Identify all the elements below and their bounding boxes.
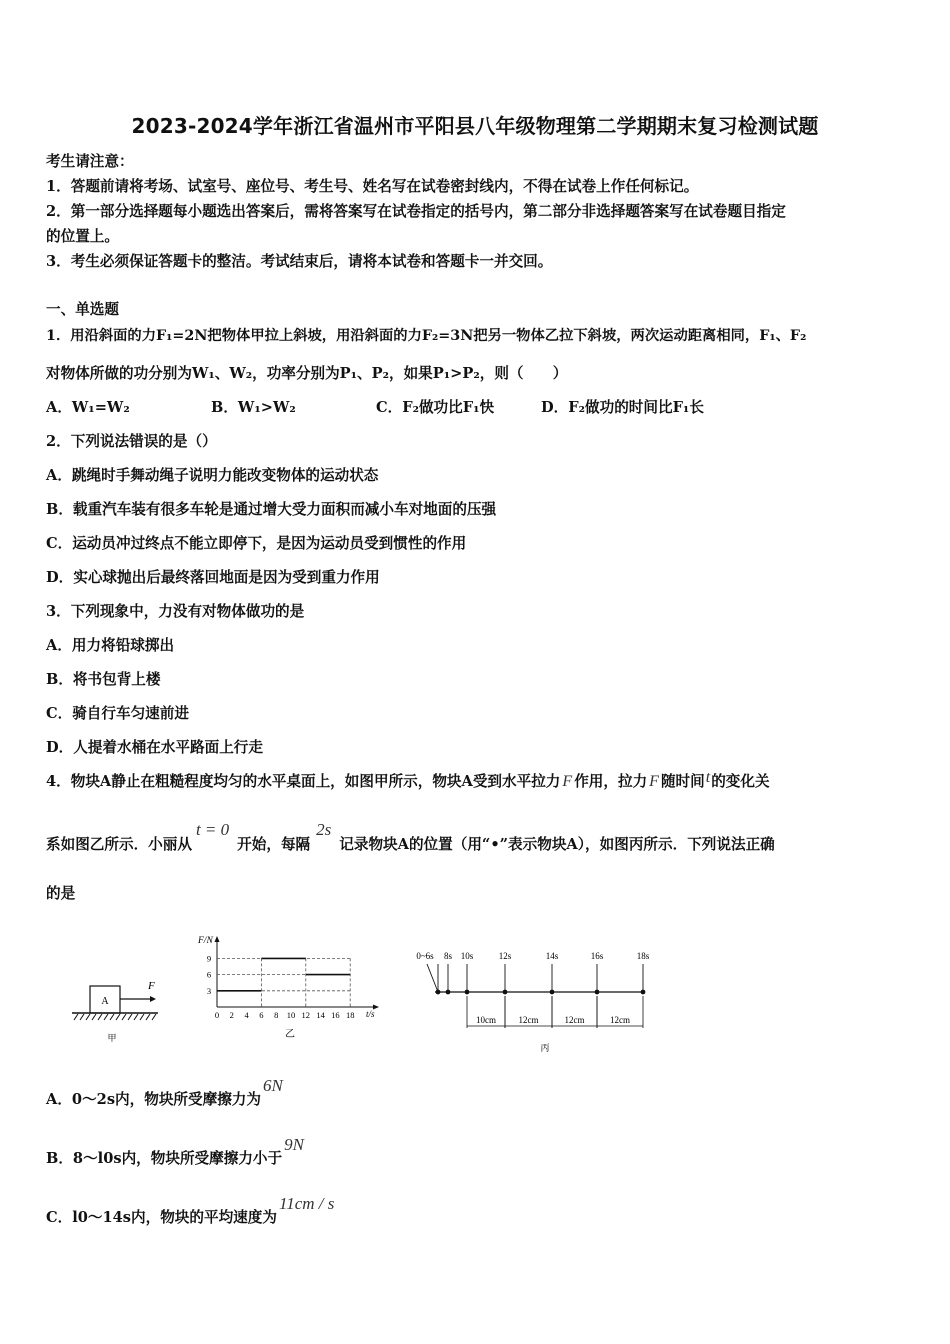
q4-symbol-f2: F bbox=[649, 773, 659, 790]
q4-stem-text-4: 的变化关 bbox=[711, 773, 770, 790]
figure-yi-caption: 乙 bbox=[285, 1029, 295, 1040]
y-axis-label: F/N bbox=[198, 936, 213, 946]
section-heading: 一、单选题 bbox=[46, 301, 119, 318]
q2-option-b[interactable]: B．载重汽车装有很多车轮是通过增大受力面积而减小车对地面的压强 bbox=[46, 501, 497, 518]
figure-bing bbox=[405, 940, 665, 1060]
q4-option-c-math: 11cm / s bbox=[278, 1194, 335, 1213]
q4-symbol-t: t bbox=[705, 769, 711, 786]
q2-stem: 2．下列说法错误的是（） bbox=[46, 433, 217, 450]
y-tick-labels bbox=[207, 953, 211, 995]
q1-option-d[interactable]: D．F₂做功的时间比F₁长 bbox=[541, 399, 704, 416]
time-label-7: 18s bbox=[636, 951, 650, 961]
x-axis-label: t/s bbox=[366, 1009, 375, 1019]
x-tick-10: 10 bbox=[286, 1010, 296, 1020]
time-label-1: 0~6s bbox=[416, 951, 434, 961]
distance-label-3: 12cm bbox=[564, 1015, 585, 1025]
q4-stem-text-6: 开始，每隔 bbox=[237, 836, 311, 853]
x-tick-16: 16 bbox=[331, 1010, 340, 1020]
chart-guides bbox=[217, 958, 350, 1007]
figure-bing-caption: 丙 bbox=[540, 1043, 550, 1053]
notice-item-1: 1．答题前请将考场、试室号、座位号、考生号、姓名写在试卷密封线内，不得在试卷上作任何标记。 bbox=[46, 178, 699, 195]
block-a-label: A bbox=[101, 996, 109, 1007]
q4-stem-text-2: 作用，拉力 bbox=[574, 773, 648, 790]
distance-label-1: 10cm bbox=[476, 1015, 496, 1025]
position-dot-5 bbox=[550, 990, 555, 995]
q4-math-t0: t = 0 bbox=[195, 820, 230, 839]
time-label-2: 8s bbox=[443, 951, 453, 961]
q4-option-a-text: A．0～2s内，物块所受摩擦力为 bbox=[46, 1091, 261, 1108]
x-tick-4: 4 bbox=[244, 1010, 249, 1020]
q1-option-a[interactable]: A．W₁=W₂ bbox=[46, 399, 130, 416]
x-tick-6: 6 bbox=[259, 1010, 264, 1020]
q4-option-a-math: 6N bbox=[262, 1076, 283, 1095]
q1-option-b[interactable]: B．W₁>W₂ bbox=[211, 399, 296, 416]
y-tick-9: 9 bbox=[206, 953, 212, 964]
q2-option-d[interactable]: D．实心球抛出后最终落回地面是因为受到重力作用 bbox=[46, 569, 380, 586]
position-record bbox=[416, 951, 649, 1028]
q4-math-2s: 2s bbox=[316, 820, 332, 839]
figure-jia-caption: 甲 bbox=[107, 1033, 117, 1043]
q4-stem-text-3: 随时间 bbox=[660, 773, 705, 790]
q4-stem-line2 bbox=[46, 820, 775, 855]
q4-option-b-text: B．8～l0s内，物块所受摩擦力小于 bbox=[46, 1150, 283, 1167]
q4-stem-text-5: 系如图乙所示．小丽从 bbox=[46, 836, 192, 853]
q3-option-b[interactable]: B．将书包背上楼 bbox=[46, 671, 161, 688]
notice-heading: 考生请注意： bbox=[46, 153, 134, 170]
q4-symbol-f1: F bbox=[562, 773, 573, 790]
force-arrow-head bbox=[150, 996, 156, 1002]
q2-option-a[interactable]: A．跳绳时手舞动绳子说明力能改变物体的运动状态 bbox=[46, 467, 379, 484]
distance-label-4: 12cm bbox=[610, 1015, 630, 1025]
x-tick-18: 18 bbox=[345, 1010, 355, 1020]
time-label-4: 12s bbox=[498, 951, 512, 961]
figure-yi-chart bbox=[190, 930, 390, 1045]
q3-stem: 3．下列现象中，力没有对物体做功的是 bbox=[46, 603, 305, 620]
q2-option-c[interactable]: C．运动员冲过终点不能立即停下，是因为运动员受到惯性的作用 bbox=[46, 535, 467, 552]
x-tick-labels bbox=[215, 1010, 355, 1020]
q4-option-c-text: C．l0～14s内，物块的平均速度为 bbox=[46, 1209, 277, 1226]
time-label-5: 14s bbox=[545, 951, 559, 961]
position-dot-4 bbox=[503, 990, 508, 995]
q4-option-a[interactable] bbox=[46, 1076, 283, 1110]
surface-hatching bbox=[74, 1014, 156, 1020]
q3-option-d[interactable]: D．人提着水桶在水平路面上行走 bbox=[46, 739, 263, 756]
distance-label-2: 12cm bbox=[518, 1015, 539, 1025]
q4-option-c[interactable] bbox=[46, 1194, 335, 1228]
q4-option-b-math: 9N bbox=[284, 1135, 304, 1154]
q1-stem-line1: 1．用沿斜面的力F₁=2N把物体甲拉上斜坡，用沿斜面的力F₂=3N把另一物体乙拉下斜坡，两次运动距离相同，F₁、F₂ bbox=[46, 328, 807, 344]
notice-item-2-cont: 的位置上。 bbox=[46, 228, 119, 245]
position-dot-2 bbox=[446, 990, 451, 995]
x-tick-0: 0 bbox=[214, 1010, 220, 1020]
notice-item-2: 2．第一部分选择题每小题选出答案后，需将答案写在试卷指定的括号内，第二部分非选择题答案写在试卷题目指定 bbox=[46, 203, 786, 220]
x-tick-14: 14 bbox=[316, 1010, 325, 1020]
q4-option-b[interactable] bbox=[46, 1135, 304, 1169]
y-tick-3: 3 bbox=[206, 985, 212, 996]
x-tick-8: 8 bbox=[274, 1010, 279, 1020]
q3-option-a[interactable]: A．用力将铅球掷出 bbox=[46, 637, 175, 654]
q4-stem-line3: 的是 bbox=[46, 885, 76, 902]
page-title: 2023-2024学年浙江省温州市平阳县八年级物理第二学期期末复习检测试题 bbox=[131, 114, 819, 138]
x-tick-12: 12 bbox=[301, 1010, 311, 1020]
force-label: F bbox=[148, 980, 155, 992]
figure-jia bbox=[70, 975, 165, 1045]
time-label-6: 16s bbox=[590, 951, 604, 961]
q4-stem-line1 bbox=[46, 769, 770, 792]
q3-option-c[interactable]: C．骑自行车匀速前进 bbox=[46, 705, 189, 722]
position-dot-7 bbox=[641, 990, 646, 995]
time-tick-start bbox=[427, 964, 438, 992]
q1-stem-line2: 对物体所做的功分别为W₁、W₂，功率分别为P₁、P₂，如果P₁>P₂，则（ ） bbox=[46, 365, 568, 382]
y-axis-arrow bbox=[215, 936, 220, 942]
q4-stem-text-7: 记录物块A的位置（用“•”表示物块A），如图丙所示．下列说法正确 bbox=[339, 836, 775, 853]
q4-stem-text-1: 4．物块A静止在粗糙程度均匀的水平桌面上，如图甲所示，物块A受到水平拉力 bbox=[46, 773, 561, 790]
position-dot-6 bbox=[595, 990, 600, 995]
y-tick-6: 6 bbox=[206, 969, 212, 980]
x-tick-2: 2 bbox=[229, 1010, 234, 1020]
notice-item-3: 3．考生必须保证答题卡的整洁。考试结束后，请将本试卷和答题卡一并交回。 bbox=[46, 253, 553, 270]
q1-option-c[interactable]: C．F₂做功比F₁快 bbox=[376, 399, 495, 416]
time-label-3: 10s bbox=[460, 951, 474, 961]
position-dot-3 bbox=[465, 990, 470, 995]
